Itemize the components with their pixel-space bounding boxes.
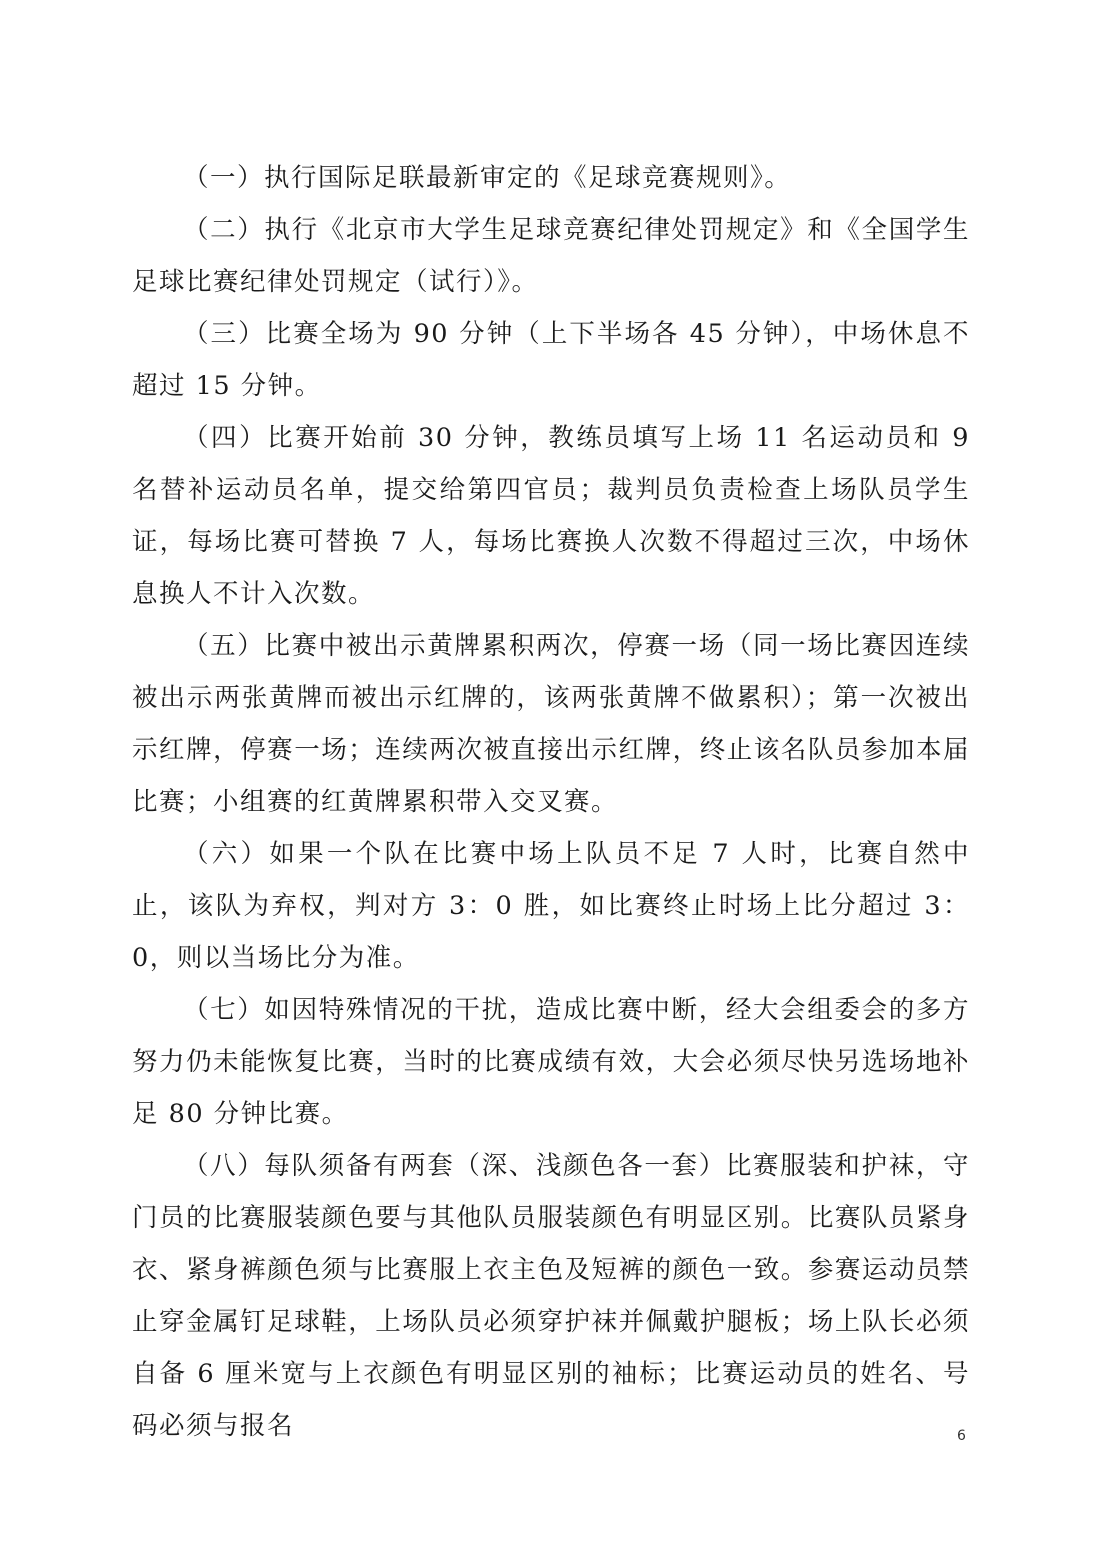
document-body [132,152,970,1452]
rule-paragraph-8: （八）每队须备有两套（深、浅颜色各一套）比赛服装和护袜，守门员的比赛服装颜色要与其他队员服装颜色有明显区别。比赛队员紧身衣、紧身裤颜色须与比赛服上衣主色及短裤的颜色一致。参赛运动员禁止穿金属钉足球鞋，上场队员必须穿护袜并佩戴护腿板；场上队长必须自备 6 厘米宽与上衣颜色有明显区别的袖标；比赛运动员的姓名、号码必须与报名 [132,1151,970,1441]
rule-paragraph-7: （七）如因特殊情况的干扰，造成比赛中断，经大会组委会的多方努力仍未能恢复比赛，当时的比赛成绩有效，大会必须尽快另选场地补足 80 分钟比赛。 [132,995,970,1129]
rule-paragraph-4: （四）比赛开始前 30 分钟，教练员填写上场 11 名运动员和 9 名替补运动员名单，提交给第四官员；裁判员负责检查上场队员学生证，每场比赛可替换 7 人，每场比赛换人次数不得超过三次，中场休息换人不计入次数。 [132,423,970,609]
rule-paragraph-3: （三）比赛全场为 90 分钟（上下半场各 45 分钟），中场休息不超过 15 分钟。 [132,319,970,401]
rule-paragraph-1: （一）执行国际足联最新审定的《足球竞赛规则》。 [183,163,792,193]
page-number: 6 [957,1428,966,1444]
rule-paragraph-2: （二）执行《北京市大学生足球竞赛纪律处罚规定》和《全国学生足球比赛纪律处罚规定（试行）》。 [132,215,970,297]
rule-paragraph-5: （五）比赛中被出示黄牌累积两次，停赛一场（同一场比赛因连续被出示两张黄牌而被出示红牌的，该两张黄牌不做累积）；第一次被出示红牌，停赛一场；连续两次被直接出示红牌，终止该名队员参加本届比赛；小组赛的红黄牌累积带入交叉赛。 [132,631,970,817]
rule-paragraph-6: （六）如果一个队在比赛中场上队员不足 7 人时，比赛自然中止，该队为弃权，判对方 3：0 胜，如比赛终止时场上比分超过 3：0，则以当场比分为准。 [132,839,970,973]
